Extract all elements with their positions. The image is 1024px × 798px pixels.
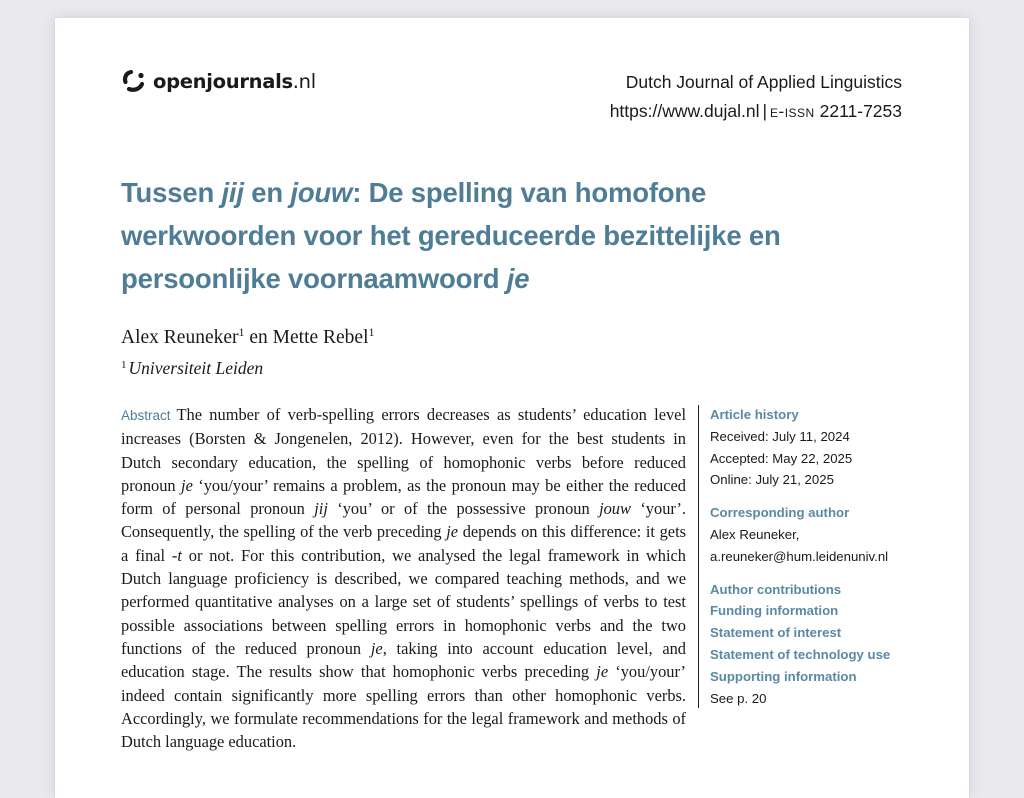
affiliation: $^1$ Universiteit Leiden: [121, 358, 264, 378]
supporting-information-link[interactable]: Supporting information: [710, 668, 857, 684]
journal-header: [610, 68, 902, 126]
affiliation-marker: 1: [238, 325, 245, 339]
article-info-links: [710, 579, 950, 710]
statement-of-interest-link[interactable]: Statement of interest: [710, 625, 842, 641]
meta-separator: |: [762, 101, 768, 121]
article-info-sidebar: [710, 404, 950, 720]
corresponding-author-email[interactable]: a.reuneker@hum.leidenuniv.nl: [710, 548, 889, 564]
funding-information-link[interactable]: Funding information: [710, 603, 839, 619]
article-page: [55, 18, 969, 798]
article-title: Tussen jij en jouw: De spelling van homofone werkwoorden voor het gereduceerde bezittelijke en persoonlijke voornaamwoord je: [121, 177, 781, 294]
sidebar-divider: [698, 405, 699, 708]
affiliation-marker: 1: [368, 325, 375, 339]
author-list: Alex Reuneker$^1$ en Mette Rebel$^1$: [121, 325, 375, 348]
online-date: Online: July 21, 2025: [710, 472, 834, 488]
author-name[interactable]: Alex Reuneker: [121, 327, 239, 348]
abstract-label: Abstract: [121, 408, 171, 423]
openjournals-logo-icon: [121, 68, 147, 94]
corresponding-author-name: Alex Reuneker,: [710, 526, 800, 542]
abstract: Abstract The number of verb-spelling errors decreases as students’ education level increases (Borsten & Jongenelen, 2012). However, even for the best students in Dutch secondary education, the spelling of homophonic verbs before reduced pronoun je ‘you/your’ remains a problem, as the pronoun may be either the reduced form of personal pronoun jij ‘you’ or of the possessive pronoun jouw ‘your’. Consequently, the spelling of the verb preceding je depends on this difference: it gets a final -t or not. For this contribution, we analysed the legal framework in which Dutch language proficiency is described, we compared teaching methods, and we performed quantitative analyses on a large set of students’ spellings of verbs to test possible associations between spelling errors in homophonic verbs and the two functions of the reduced pronoun je, taking into account education level, and education stage. The results show that homophonic verbs preceding je ‘you/your’ indeed contain significantly more spelling errors than other homophonic verbs. Accordingly, we formulate recommendations for the legal framework and methods of Dutch language education.: [121, 405, 687, 752]
journal-url-link[interactable]: https://www.dujal.nl: [609, 101, 760, 121]
article-history-title: Article history: [710, 407, 799, 422]
statement-of-technology-use-link[interactable]: Statement of technology use: [710, 646, 891, 662]
openjournals-logo[interactable]: [121, 68, 316, 94]
corresponding-author-title: Corresponding author: [710, 505, 850, 521]
author-contributions-link[interactable]: Author contributions: [710, 581, 842, 597]
logo-wordmark: openjournals.nl: [153, 69, 316, 93]
journal-name: Dutch Journal of Applied Linguistics: [625, 72, 902, 92]
accepted-date: Accepted: May 22, 2025: [710, 450, 853, 466]
see-page-note: See p. 20: [710, 690, 767, 706]
received-date: Received: July 11, 2024: [710, 428, 850, 444]
corresponding-author: [710, 502, 950, 567]
issn-label: e-issn: [770, 102, 815, 121]
journal-meta: [610, 97, 902, 126]
author-name[interactable]: Mette Rebel: [272, 327, 369, 348]
article-history: [710, 404, 950, 491]
issn-value: 2211-7253: [819, 101, 902, 121]
